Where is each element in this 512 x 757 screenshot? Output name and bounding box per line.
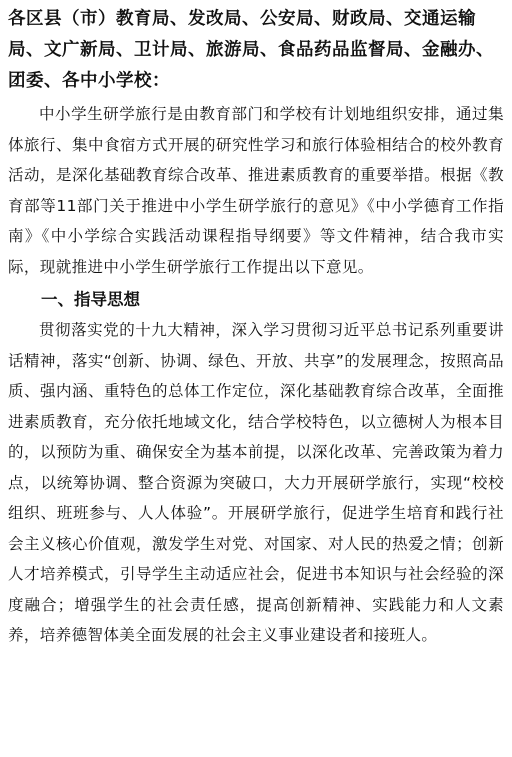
section-heading: 一、指导思想: [41, 290, 140, 309]
addressee-line: 各区县（市）教育局、发改局、公安局、财政局、交通运输局、文广新局、卫计局、旅游局、食品药品监督局、金融办、团委、各中小学校：: [8, 9, 494, 91]
section-paragraph: 贯彻落实党的十九大精神，深入学习贯彻习近平总书记系列重要讲话精神，落实“创新、协调、绿色、开放、共享”的发展理念，按照高品质、强内涵、重特色的总体工作定位，深化基础教育综合改革，全面推进素质教育，充分依托地域文化，结合学校特色，以立德树人为根本目的，以预防为重、确保安全为基本前提，以深化改革、完善政策为着力点，以统筹协调、整合资源为突破口，大力开展研学旅行，实现“校校组织、班班参与、人人体验”。开展研学旅行，促进学生培育和践行社会主义核心价值观，激发学生对党、对国家、对人民的热爱之情；创新人才培养模式，引导学生主动适应社会，促进书本知识与社会经验的深度融合；增强学生的社会责任感，提高创新精神、实践能力和人文素养，培养德智体美全面发展的社会主义事业建设者和接班人。: [8, 321, 504, 644]
intro-paragraph: 中小学生研学旅行是由教育部门和学校有计划地组织安排，通过集体旅行、集中食宿方式开展的研究性学习和旅行体验相结合的校外教育活动，是深化基础教育综合改革、推进素质教育的重要举措。根据《教育部等11部门关于推进中小学生研学旅行的意见》《中小学德育工作指南》《中小学综合实践活动课程指导纲要》等文件精神，结合我市实际，现就推进中小学生研学旅行工作提出以下意见。: [8, 105, 504, 276]
document-body: [8, 4, 504, 651]
